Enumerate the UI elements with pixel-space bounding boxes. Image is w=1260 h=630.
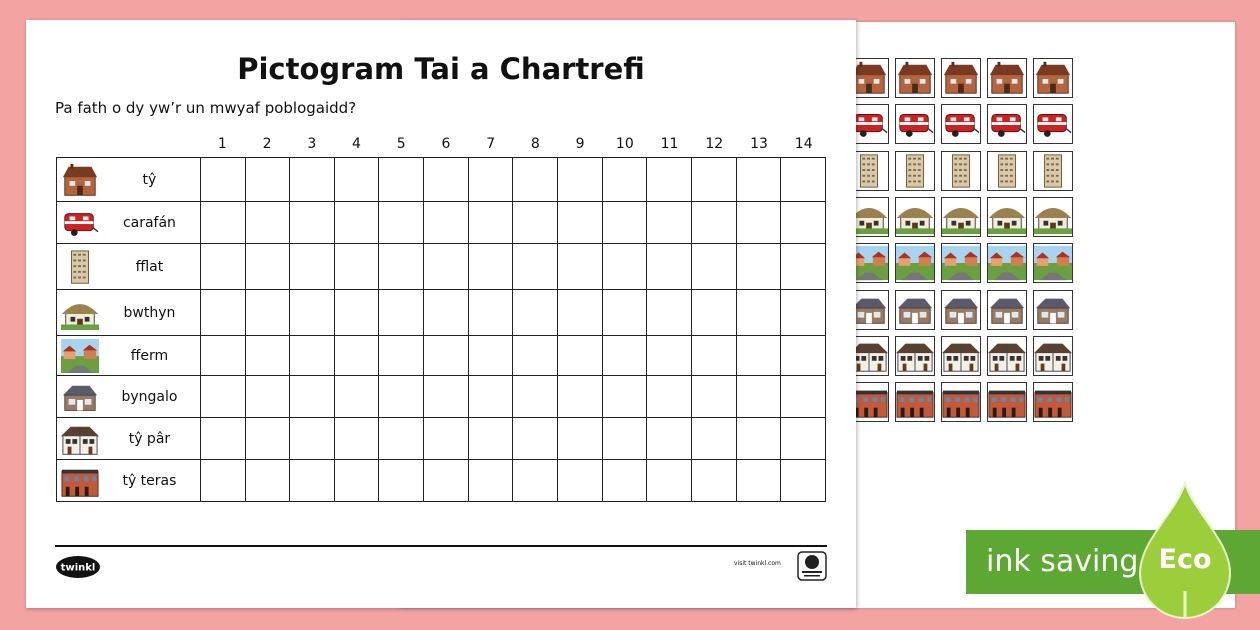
grid-cell[interactable] — [468, 244, 513, 290]
flat-icon[interactable] — [895, 151, 935, 191]
grid-cell[interactable] — [558, 376, 603, 418]
row-label-cell — [57, 460, 201, 502]
row-label-cell — [57, 202, 201, 244]
grid-cell[interactable] — [468, 376, 513, 418]
grid-cell[interactable] — [245, 418, 290, 460]
row-label-cell — [57, 158, 201, 202]
house-icon[interactable] — [941, 58, 981, 98]
column-number: 2 — [262, 136, 272, 152]
grid-cell[interactable] — [647, 418, 692, 460]
farm-icon[interactable] — [941, 243, 981, 283]
grid-cell[interactable] — [379, 336, 424, 376]
terraced-house-icon[interactable] — [1033, 382, 1073, 422]
grid-cell[interactable] — [781, 460, 826, 502]
grid-row — [57, 460, 826, 502]
grid-cell[interactable] — [334, 244, 379, 290]
grid-cell[interactable] — [602, 336, 647, 376]
eco-badge-label: Eco — [1158, 544, 1212, 575]
grid-cell[interactable] — [691, 336, 736, 376]
grid-row — [57, 290, 826, 336]
grid-cell[interactable] — [379, 418, 424, 460]
grid-row — [57, 376, 826, 418]
grid-cell[interactable] — [245, 460, 290, 502]
column-number: 13 — [750, 136, 768, 152]
logo-text: twinkl — [60, 562, 96, 574]
grid-cell[interactable] — [691, 158, 736, 202]
grid-cell[interactable] — [736, 290, 781, 336]
grid-cell[interactable] — [558, 158, 603, 202]
grid-cell[interactable] — [200, 202, 245, 244]
flat-icon[interactable] — [941, 151, 981, 191]
grid-cell[interactable] — [245, 244, 290, 290]
grid-cell[interactable] — [602, 418, 647, 460]
farm-icon — [61, 339, 99, 373]
grid-cell[interactable] — [200, 418, 245, 460]
grid-cell[interactable] — [200, 158, 245, 202]
grid-cell[interactable] — [200, 336, 245, 376]
grid-cell[interactable] — [334, 202, 379, 244]
column-number: 7 — [486, 136, 496, 152]
grid-cell[interactable] — [647, 460, 692, 502]
cottage-icon[interactable] — [895, 197, 935, 237]
row-label: byngalo — [121, 388, 178, 405]
grid-cell[interactable] — [290, 418, 335, 460]
grid-cell[interactable] — [781, 336, 826, 376]
grid-cell[interactable] — [424, 376, 469, 418]
grid-cell[interactable] — [245, 336, 290, 376]
grid-cell[interactable] — [424, 202, 469, 244]
semi-detached-icon[interactable] — [895, 336, 935, 376]
grid-cell[interactable] — [647, 376, 692, 418]
grid-cell[interactable] — [736, 158, 781, 202]
grid-cell[interactable] — [647, 336, 692, 376]
grid-cell[interactable] — [245, 290, 290, 336]
grid-cell[interactable] — [602, 290, 647, 336]
semi-detached-icon — [61, 422, 99, 456]
grid-cell[interactable] — [468, 202, 513, 244]
pictogram-grid — [56, 157, 826, 502]
row-label: carafán — [122, 214, 176, 231]
row-label-cell — [57, 290, 201, 336]
grid-cell[interactable] — [558, 418, 603, 460]
grid-cell[interactable] — [424, 336, 469, 376]
grid-cell[interactable] — [468, 418, 513, 460]
row-label: tŷ pâr — [128, 430, 171, 447]
grid-cell[interactable] — [334, 418, 379, 460]
grid-cell[interactable] — [334, 460, 379, 502]
grid-cell[interactable] — [468, 336, 513, 376]
cottage-icon[interactable] — [987, 197, 1027, 237]
grid-cell[interactable] — [200, 376, 245, 418]
caravan-icon[interactable] — [895, 104, 935, 144]
grid-cell[interactable] — [691, 460, 736, 502]
grid-cell[interactable] — [424, 418, 469, 460]
grid-cell[interactable] — [513, 202, 558, 244]
grid-cell[interactable] — [379, 460, 424, 502]
grid-row — [57, 158, 826, 202]
grid-cell[interactable] — [513, 460, 558, 502]
column-number: 8 — [530, 136, 540, 152]
row-label: tŷ teras — [122, 472, 177, 489]
grid-cell[interactable] — [513, 418, 558, 460]
grid-cell[interactable] — [290, 202, 335, 244]
cottage-icon[interactable] — [1033, 197, 1073, 237]
grid-cell[interactable] — [379, 244, 424, 290]
grid-cell[interactable] — [602, 158, 647, 202]
farm-icon[interactable] — [1033, 243, 1073, 283]
grid-cell[interactable] — [200, 290, 245, 336]
semi-detached-icon[interactable] — [1033, 336, 1073, 376]
grid-cell[interactable] — [558, 290, 603, 336]
house-icon[interactable] — [1033, 58, 1073, 98]
grid-cell[interactable] — [736, 418, 781, 460]
grid-cell[interactable] — [781, 418, 826, 460]
grid-cell[interactable] — [513, 158, 558, 202]
visit-link-text: visit twinkl.com — [734, 560, 781, 567]
farm-icon[interactable] — [895, 243, 935, 283]
grid-cell[interactable] — [379, 202, 424, 244]
grid-cell[interactable] — [245, 158, 290, 202]
column-number-header — [200, 136, 826, 158]
grid-cell[interactable] — [558, 336, 603, 376]
quality-standard-badge-icon — [796, 550, 828, 582]
grid-cell[interactable] — [781, 376, 826, 418]
grid-cell[interactable] — [424, 244, 469, 290]
grid-cell[interactable] — [736, 376, 781, 418]
grid-cell[interactable] — [468, 290, 513, 336]
grid-cell[interactable] — [691, 418, 736, 460]
row-label: bwthyn — [123, 304, 176, 321]
column-number: 14 — [794, 136, 813, 152]
grid-cell[interactable] — [513, 376, 558, 418]
grid-cell[interactable] — [245, 202, 290, 244]
bungalow-icon[interactable] — [895, 290, 935, 330]
grid-cell[interactable] — [290, 460, 335, 502]
grid-cell[interactable] — [379, 376, 424, 418]
grid-cell[interactable] — [602, 376, 647, 418]
row-label-cell — [57, 418, 201, 460]
grid-cell[interactable] — [513, 290, 558, 336]
house-icon[interactable] — [895, 58, 935, 98]
twinkl-logo — [55, 553, 101, 579]
caravan-icon[interactable] — [987, 104, 1027, 144]
house-icon — [61, 163, 99, 197]
grid-cell[interactable] — [200, 244, 245, 290]
house-icon[interactable] — [987, 58, 1027, 98]
flat-icon[interactable] — [1033, 151, 1073, 191]
grid-row — [57, 202, 826, 244]
grid-cell[interactable] — [468, 460, 513, 502]
flat-icon — [61, 250, 99, 284]
grid-cell[interactable] — [691, 376, 736, 418]
grid-cell[interactable] — [781, 158, 826, 202]
grid-row — [57, 418, 826, 460]
grid-cell[interactable] — [290, 158, 335, 202]
row-label-cell — [57, 376, 201, 418]
cottage-icon[interactable] — [941, 197, 981, 237]
grid-cell[interactable] — [691, 202, 736, 244]
worksheet-question: Pa fath o dy yw’r un mwyaf poblogaidd? — [55, 99, 357, 117]
terraced-house-icon — [61, 464, 99, 498]
semi-detached-icon[interactable] — [987, 336, 1027, 376]
grid-row — [57, 244, 826, 290]
grid-cell[interactable] — [424, 460, 469, 502]
row-label: fferm — [130, 347, 169, 364]
worksheet-page — [26, 20, 856, 608]
ink-saving-label: ink saving — [986, 544, 1139, 579]
grid-cell[interactable] — [736, 460, 781, 502]
grid-cell[interactable] — [781, 244, 826, 290]
grid-cell[interactable] — [691, 290, 736, 336]
grid-cell[interactable] — [647, 158, 692, 202]
semi-detached-icon[interactable] — [941, 336, 981, 376]
grid-cell[interactable] — [334, 336, 379, 376]
terraced-house-icon[interactable] — [941, 382, 981, 422]
terraced-house-icon[interactable] — [895, 382, 935, 422]
grid-cell[interactable] — [558, 244, 603, 290]
farm-icon[interactable] — [987, 243, 1027, 283]
grid-cell[interactable] — [290, 376, 335, 418]
grid-cell[interactable] — [647, 244, 692, 290]
terraced-house-icon[interactable] — [987, 382, 1027, 422]
grid-cell[interactable] — [647, 202, 692, 244]
column-number: 11 — [660, 136, 679, 152]
grid-cell[interactable] — [245, 376, 290, 418]
grid-cell[interactable] — [736, 244, 781, 290]
grid-cell[interactable] — [736, 202, 781, 244]
grid-cell[interactable] — [781, 202, 826, 244]
column-number: 1 — [217, 136, 227, 152]
grid-cell[interactable] — [736, 336, 781, 376]
grid-cell[interactable] — [290, 244, 335, 290]
grid-cell[interactable] — [379, 158, 424, 202]
column-number: 4 — [352, 136, 361, 152]
row-label-cell — [57, 336, 201, 376]
bungalow-icon[interactable] — [987, 290, 1027, 330]
grid-cell[interactable] — [691, 244, 736, 290]
column-number: 10 — [615, 136, 634, 152]
grid-cell[interactable] — [424, 290, 469, 336]
grid-cell[interactable] — [602, 202, 647, 244]
grid-cell[interactable] — [513, 336, 558, 376]
grid-cell[interactable] — [513, 244, 558, 290]
grid-cell[interactable] — [558, 460, 603, 502]
grid-cell[interactable] — [200, 460, 245, 502]
column-number: 5 — [396, 136, 406, 152]
grid-cell[interactable] — [468, 158, 513, 202]
caravan-icon — [61, 206, 99, 240]
flat-icon[interactable] — [987, 151, 1027, 191]
bungalow-icon[interactable] — [941, 290, 981, 330]
row-label: fflat — [135, 258, 164, 275]
row-label-cell — [57, 244, 201, 290]
grid-cell[interactable] — [558, 202, 603, 244]
grid-cell[interactable] — [602, 460, 647, 502]
column-number: 6 — [441, 136, 451, 152]
grid-cell[interactable] — [781, 290, 826, 336]
bungalow-icon — [61, 380, 99, 414]
row-label: tŷ — [142, 171, 157, 188]
caravan-icon[interactable] — [941, 104, 981, 144]
bungalow-icon[interactable] — [1033, 290, 1073, 330]
grid-cell[interactable] — [290, 290, 335, 336]
column-number: 9 — [575, 136, 585, 152]
grid-cell[interactable] — [334, 376, 379, 418]
grid-row — [57, 336, 826, 376]
column-number: 12 — [705, 136, 724, 152]
footer-divider — [55, 545, 827, 547]
column-number: 3 — [307, 136, 317, 152]
grid-cell[interactable] — [334, 290, 379, 336]
grid-cell[interactable] — [334, 158, 379, 202]
grid-cell[interactable] — [424, 158, 469, 202]
cottage-icon — [61, 296, 99, 330]
grid-cell[interactable] — [647, 290, 692, 336]
grid-cell[interactable] — [379, 290, 424, 336]
worksheet-title: Pictogram Tai a Chartrefi — [237, 52, 645, 86]
grid-cell[interactable] — [602, 244, 647, 290]
grid-cell[interactable] — [290, 336, 335, 376]
caravan-icon[interactable] — [1033, 104, 1073, 144]
